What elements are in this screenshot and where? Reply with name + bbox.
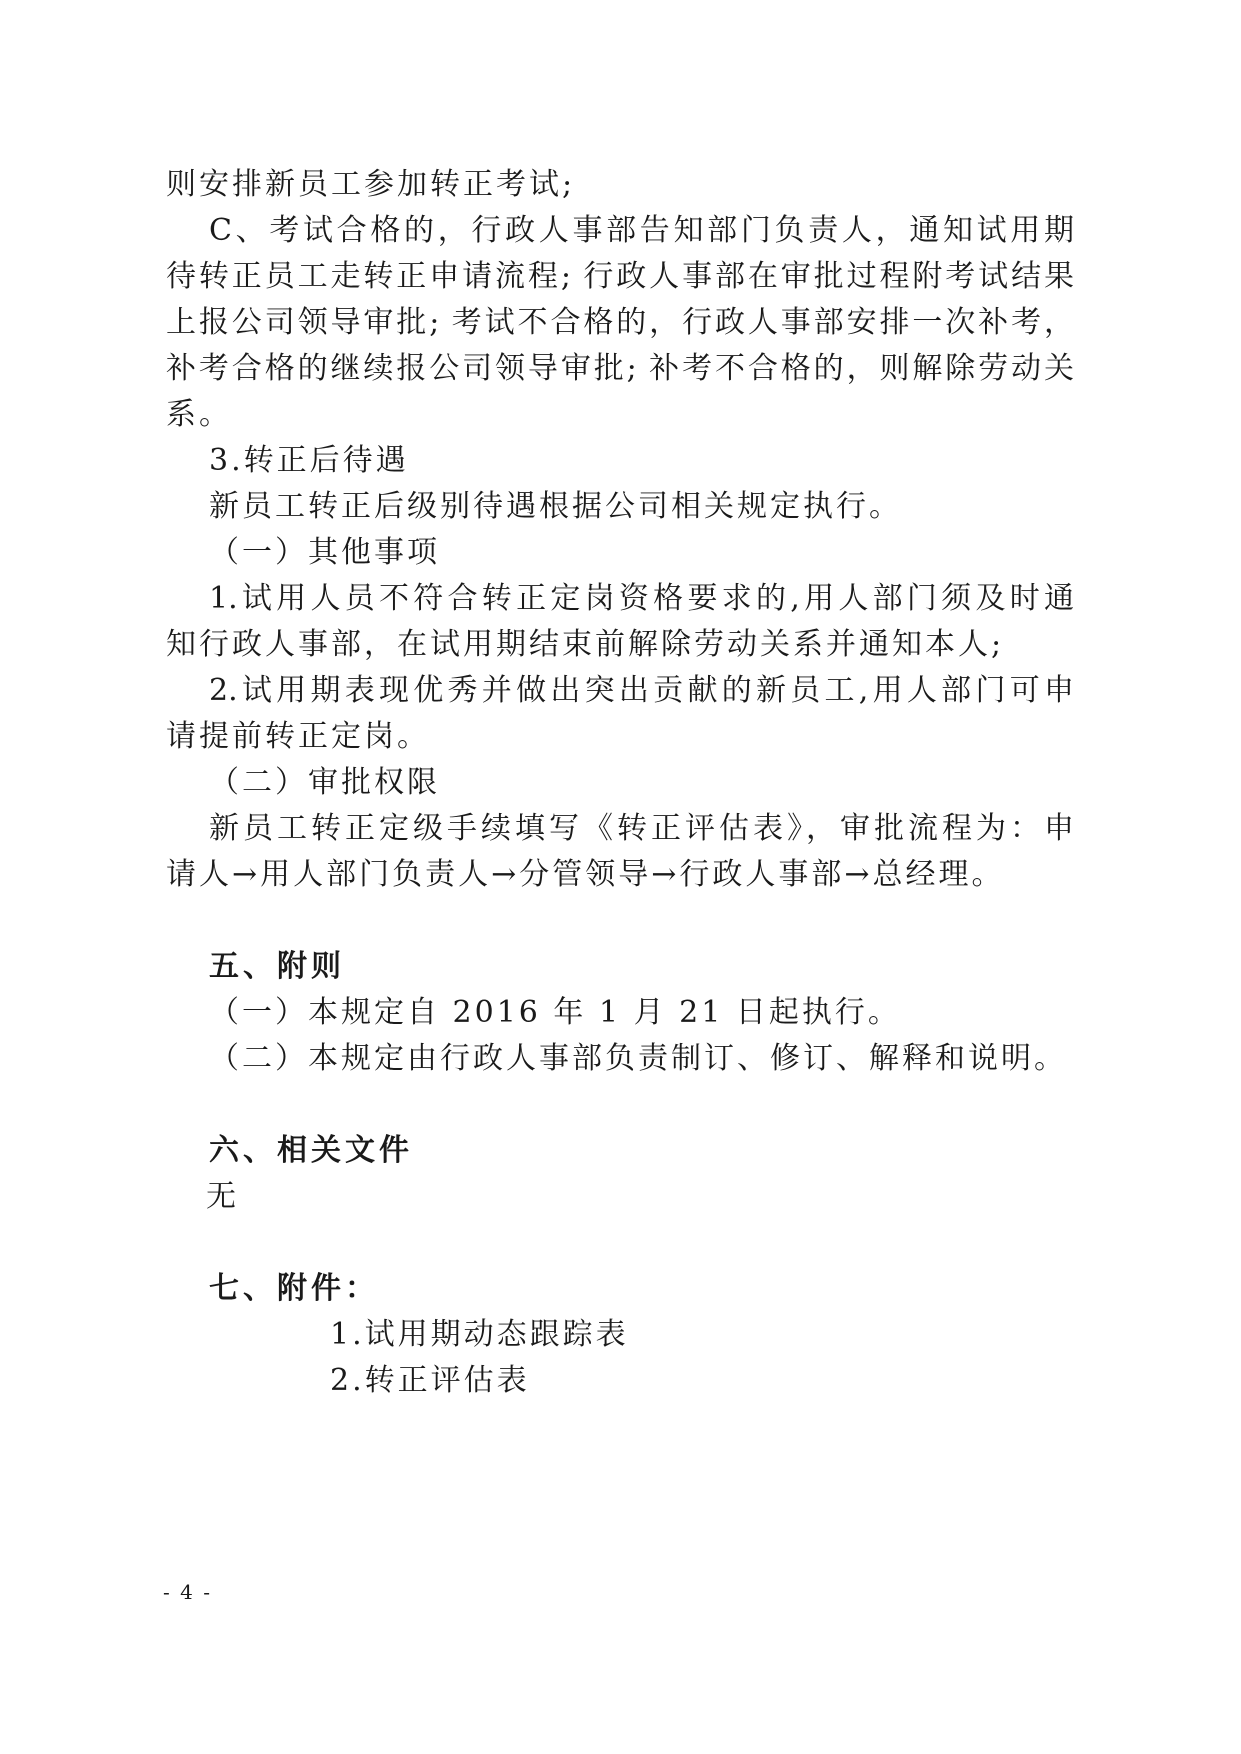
body-line: 请提前转正定岗。 bbox=[166, 719, 430, 754]
body-line: 知行政人事部，在试用期结束前解除劳动关系并通知本人; bbox=[166, 627, 1005, 662]
section-heading: 七、附件： bbox=[209, 1271, 379, 1306]
attachment-item: 2.转正评估表 bbox=[330, 1363, 530, 1398]
body-line: 则安排新员工参加转正考试; bbox=[166, 167, 576, 202]
section-heading: 五、附则 bbox=[209, 949, 345, 984]
section-heading: 六、相关文件 bbox=[209, 1133, 413, 1168]
list-item: （二）本规定由行政人事部负责制订、修订、解释和说明。 bbox=[209, 1041, 1067, 1076]
body-line: 补考合格的继续报公司领导审批; 补考不合格的，则解除劳动关 bbox=[166, 351, 1074, 386]
body-line: C、考试合格的，行政人事部告知部门负责人，通知试用期 bbox=[209, 213, 1074, 248]
body-line: 1.试用人员不符合转正定岗资格要求的,用人部门须及时通 bbox=[209, 581, 1074, 616]
page-number: - 4 - bbox=[163, 1580, 212, 1604]
subheading: （二）审批权限 bbox=[209, 765, 440, 800]
body-line: 新员工转正后级别待遇根据公司相关规定执行。 bbox=[209, 489, 902, 524]
subheading: （一）其他事项 bbox=[209, 535, 440, 570]
attachment-item: 1.试用期动态跟踪表 bbox=[330, 1317, 629, 1352]
body-line: 待转正员工走转正申请流程; 行政人事部在审批过程附考试结果 bbox=[166, 259, 1074, 294]
body-line: 上报公司领导审批; 考试不合格的，行政人事部安排一次补考， bbox=[166, 305, 1074, 340]
list-item: （一）本规定自 2016 年 1 月 21 日起执行。 bbox=[209, 995, 901, 1030]
subheading: 3.转正后待遇 bbox=[209, 443, 409, 478]
body-line: 新员工转正定级手续填写《转正评估表》，审批流程为：申 bbox=[209, 811, 1074, 846]
body-line: 请人→用人部门负责人→分管领导→行政人事部→总经理。 bbox=[166, 857, 1005, 892]
body-line: 2.试用期表现优秀并做出突出贡献的新员工,用人部门可申 bbox=[209, 673, 1074, 708]
body-line: 无 bbox=[206, 1179, 239, 1214]
body-line: 系。 bbox=[166, 397, 232, 432]
